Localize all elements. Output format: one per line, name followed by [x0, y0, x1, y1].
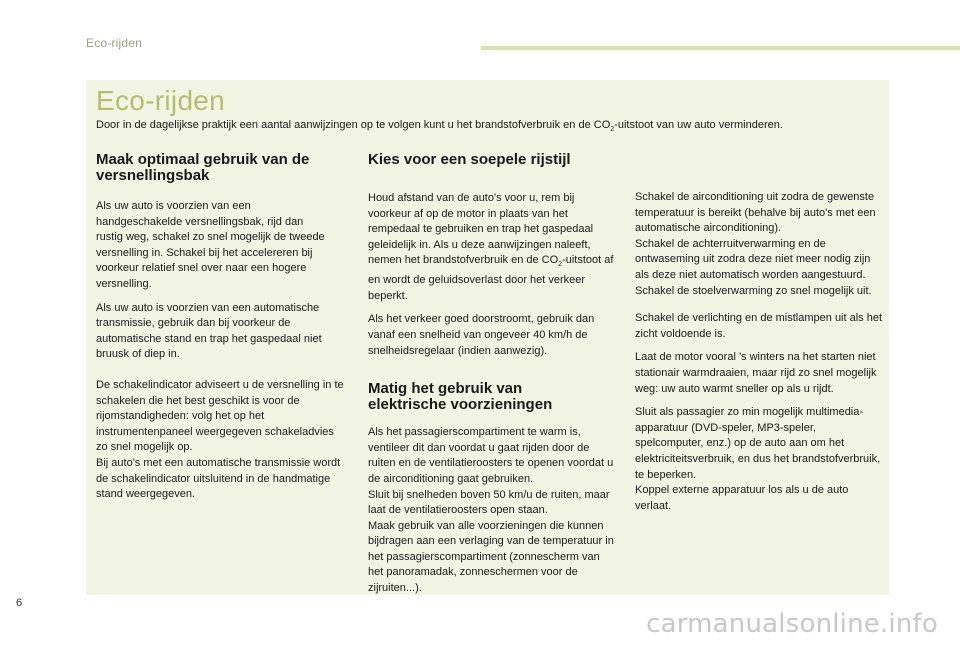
intro-subscript: 2	[610, 126, 615, 134]
paragraph-gear-indicator: De schakelindicator adviseert u de versnelling in te schakelen die het best geschikt is voor de rijomstandigheden: volg het op het instrumentenpaneel weergegeven schakeladvies zo snel mogelijk op.	[96, 378, 344, 454]
column-driving-style	[368, 152, 618, 597]
heading-driving-style: Kies voor een soepele rijstijl	[368, 151, 571, 168]
intro-text-end: -uitstoot van uw auto verminderen.	[614, 119, 783, 131]
paragraph-lights: Schakel de verlichting en de mistlampen uit als het zicht voldoende is.	[635, 312, 883, 340]
section-header: Eco-rijden	[86, 36, 143, 50]
paragraph-manual-gearbox: Als uw auto is voorzien van een handgeschakelde versnellingsbak, rijd dan rustig weg, schakel zo snel mogelijk de tweede versnelling in. Schakel bij het accelereren bij voorkeur relatief snel over naar een hogere versnelling.	[96, 200, 325, 290]
paragraph-windows-closed: Sluit bij snelheden boven 50 km/u de ruiten, maar laat de ventilatieroosters open staan.	[368, 488, 610, 517]
column-gearbox	[96, 152, 346, 503]
intro-text	[96, 118, 886, 132]
paragraph-multimedia: Sluit als passagier zo min mogelijk multimedia-apparatuur (DVD-speler, MP3-speler, spelcomputer, enz.) op de auto aan om het elektriciteitsverbruik, en dus het brandstofverbruik, te beperken.	[635, 406, 881, 481]
keep-distance-text-end: -uitstoot af en wordt de geluidsoverlast door het verkeer beperkt.	[368, 254, 614, 302]
paragraph-automatic-transmission: Als uw auto is voorzien van een automatische transmissie, gebruik dan bij voorkeur de automatische stand en trap het gaspedaal niet bruusk of diep in.	[96, 301, 322, 361]
paragraph-seat-heating: Schakel de stoelverwarming zo snel mogelijk uit.	[635, 284, 872, 297]
paragraph-engine-warmup: Laat de motor vooral 's winters na het starten niet stationair warmdraaien, maar rijd zo snel mogelijk weg: uw auto warmt sneller op als u rijdt.	[635, 351, 877, 395]
intro-text-start: Door in de dagelijkse praktijk een aantal aanwijzingen op te volgen kunt u het brandstofverbruik en de CO	[96, 119, 611, 131]
paragraph-airconditioning: Schakel de airconditioning uit zodra de gewenste temperatuur is bereikt (behalve bij auto's met een automatische airconditioning).	[635, 191, 876, 235]
heading-electrical-equipment: Matig het gebruik van elektrische voorzieningen	[368, 380, 553, 414]
keep-distance-text: Houd afstand van de auto's voor u, rem bij voorkeur af op de motor in plaats van het rempedaal te gebruiken en trap het gaspedaal geleidelijk in. Als u deze aanwijzingen naleeft, nemen het brandstofverbruik en de CO	[368, 192, 594, 267]
paragraph-disconnect-devices: Koppel externe apparatuur los als u de auto verlaat.	[635, 484, 849, 512]
paragraph-ventilate: Als het passagierscompartiment te warm is, ventileer dit dan voordat u gaat rijden door de ruiten en de ventilatieroosters te openen voordat u de airconditioning gaat gebruiken.	[368, 426, 614, 485]
paragraph-cruise-control: Als het verkeer goed doorstroomt, gebruik dan vanaf een snelheid van ongeveer 40 km/h de snelheidsregelaar (indien aanwezig).	[368, 313, 595, 357]
page-title: Eco-rijden	[96, 85, 226, 116]
paragraph-keep-distance	[368, 191, 618, 304]
page-number: 6	[16, 597, 23, 609]
paragraph-rear-demist: Schakel de achterruitverwarming en de ontwaseming uit zodra deze niet meer nodig zijn als deze niet automatisch worden aangestuurd.	[635, 237, 871, 281]
heading-gearbox: Maak optimaal gebruik van de versnellingsbak	[96, 151, 310, 184]
co2-subscript: 2	[558, 261, 563, 269]
paragraph-indicator-automatic: Bij auto's met een automatische transmissie wordt de schakelindicator uitsluitend in de handmatige stand weergegeven.	[96, 456, 341, 501]
column-equipment-tips	[635, 190, 885, 514]
header-rule	[481, 46, 960, 50]
watermark: carmanualsonline.info	[646, 609, 938, 639]
paragraph-sun-shades: Maak gebruik van alle voorzieningen die kunnen bijdragen aan een verlaging van de temperatuur in het passagierscompartiment (zonnescherm van het panoramadak, zonneschermen voor de zijruiten...).	[368, 519, 614, 595]
